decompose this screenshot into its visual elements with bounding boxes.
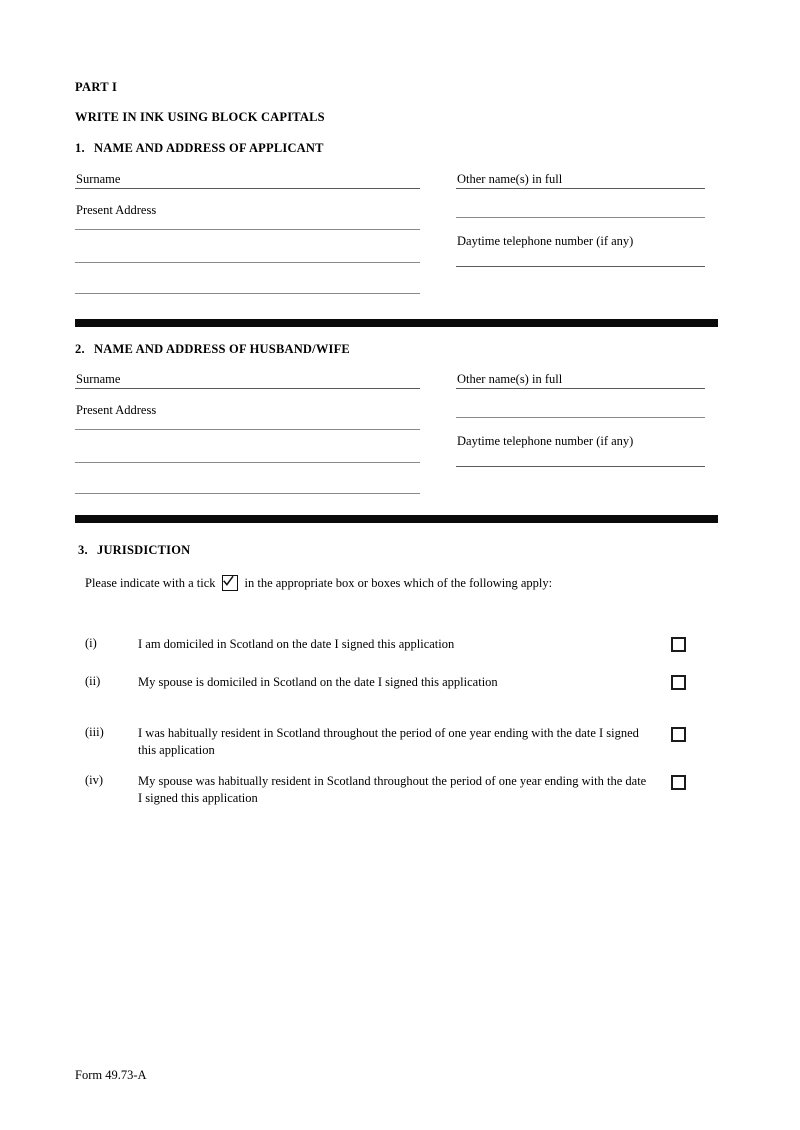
spouse-address-line-2-input[interactable] [75, 462, 420, 463]
section-divider-bar-2 [75, 515, 718, 523]
section-3-number: 3. [78, 543, 88, 557]
applicant-other-names-input-2[interactable] [456, 217, 705, 218]
spouse-present-address-label: Present Address [76, 403, 157, 417]
spouse-other-names-input[interactable] [456, 388, 705, 389]
applicant-other-names-label: Other name(s) in full [457, 172, 563, 186]
applicant-address-line-2-input[interactable] [75, 262, 420, 263]
jurisdiction-checkbox-iii[interactable] [671, 727, 686, 742]
jurisdiction-checkbox-ii[interactable] [671, 675, 686, 690]
section-2-title: NAME AND ADDRESS OF HUSBAND/WIFE [94, 342, 350, 356]
jurisdiction-item-text: My spouse was habitually resident in Scotland throughout the period of one year ending with the date I signed this application [138, 774, 647, 805]
spouse-other-names-input-2[interactable] [456, 417, 705, 418]
part-heading: PART I [75, 80, 118, 94]
spouse-address-line-3-input[interactable] [75, 493, 420, 494]
section-1-number: 1. [75, 141, 85, 155]
section-3-title: JURISDICTION [97, 543, 191, 557]
jurisdiction-item-numeral: (iii) [85, 725, 104, 739]
jurisdiction-item-text: I was habitually resident in Scotland throughout the period of one year ending with the date I signed this application [138, 726, 639, 757]
jurisdiction-item-text: My spouse is domiciled in Scotland on the date I signed this application [138, 675, 498, 689]
applicant-present-address-label: Present Address [76, 203, 157, 217]
jurisdiction-checkbox-i[interactable] [671, 637, 686, 652]
jurisdiction-item-numeral: (i) [85, 636, 97, 650]
section-2-number: 2. [75, 342, 85, 356]
form-number-footer: Form 49.73-A [75, 1068, 147, 1082]
section-divider-bar-1 [75, 319, 718, 327]
tick-example-checkbox [222, 575, 238, 591]
applicant-daytime-phone-input[interactable] [456, 266, 705, 267]
applicant-address-line-1-input[interactable] [75, 229, 420, 230]
spouse-daytime-phone-label: Daytime telephone number (if any) [457, 434, 634, 448]
spouse-surname-label: Surname [76, 372, 121, 386]
applicant-address-line-3-input[interactable] [75, 293, 420, 294]
applicant-surname-input[interactable] [75, 188, 420, 189]
ink-instruction-heading: WRITE IN INK USING BLOCK CAPITALS [75, 110, 325, 124]
applicant-other-names-input[interactable] [456, 188, 705, 189]
applicant-surname-label: Surname [76, 172, 121, 186]
jurisdiction-instruction-text-before: Please indicate with a tick [85, 575, 216, 590]
jurisdiction-checkbox-iv[interactable] [671, 775, 686, 790]
jurisdiction-instruction-text-after: in the appropriate box or boxes which of the following apply: [244, 575, 553, 590]
applicant-daytime-phone-label: Daytime telephone number (if any) [457, 234, 634, 248]
spouse-daytime-phone-input[interactable] [456, 466, 705, 467]
jurisdiction-instruction [85, 575, 552, 591]
jurisdiction-item-numeral: (ii) [85, 674, 101, 688]
spouse-other-names-label: Other name(s) in full [457, 372, 563, 386]
spouse-surname-input[interactable] [75, 388, 420, 389]
jurisdiction-item-numeral: (iv) [85, 773, 104, 787]
jurisdiction-item-text: I am domiciled in Scotland on the date I signed this application [138, 637, 455, 651]
spouse-address-line-1-input[interactable] [75, 429, 420, 430]
section-1-title: NAME AND ADDRESS OF APPLICANT [94, 141, 324, 155]
